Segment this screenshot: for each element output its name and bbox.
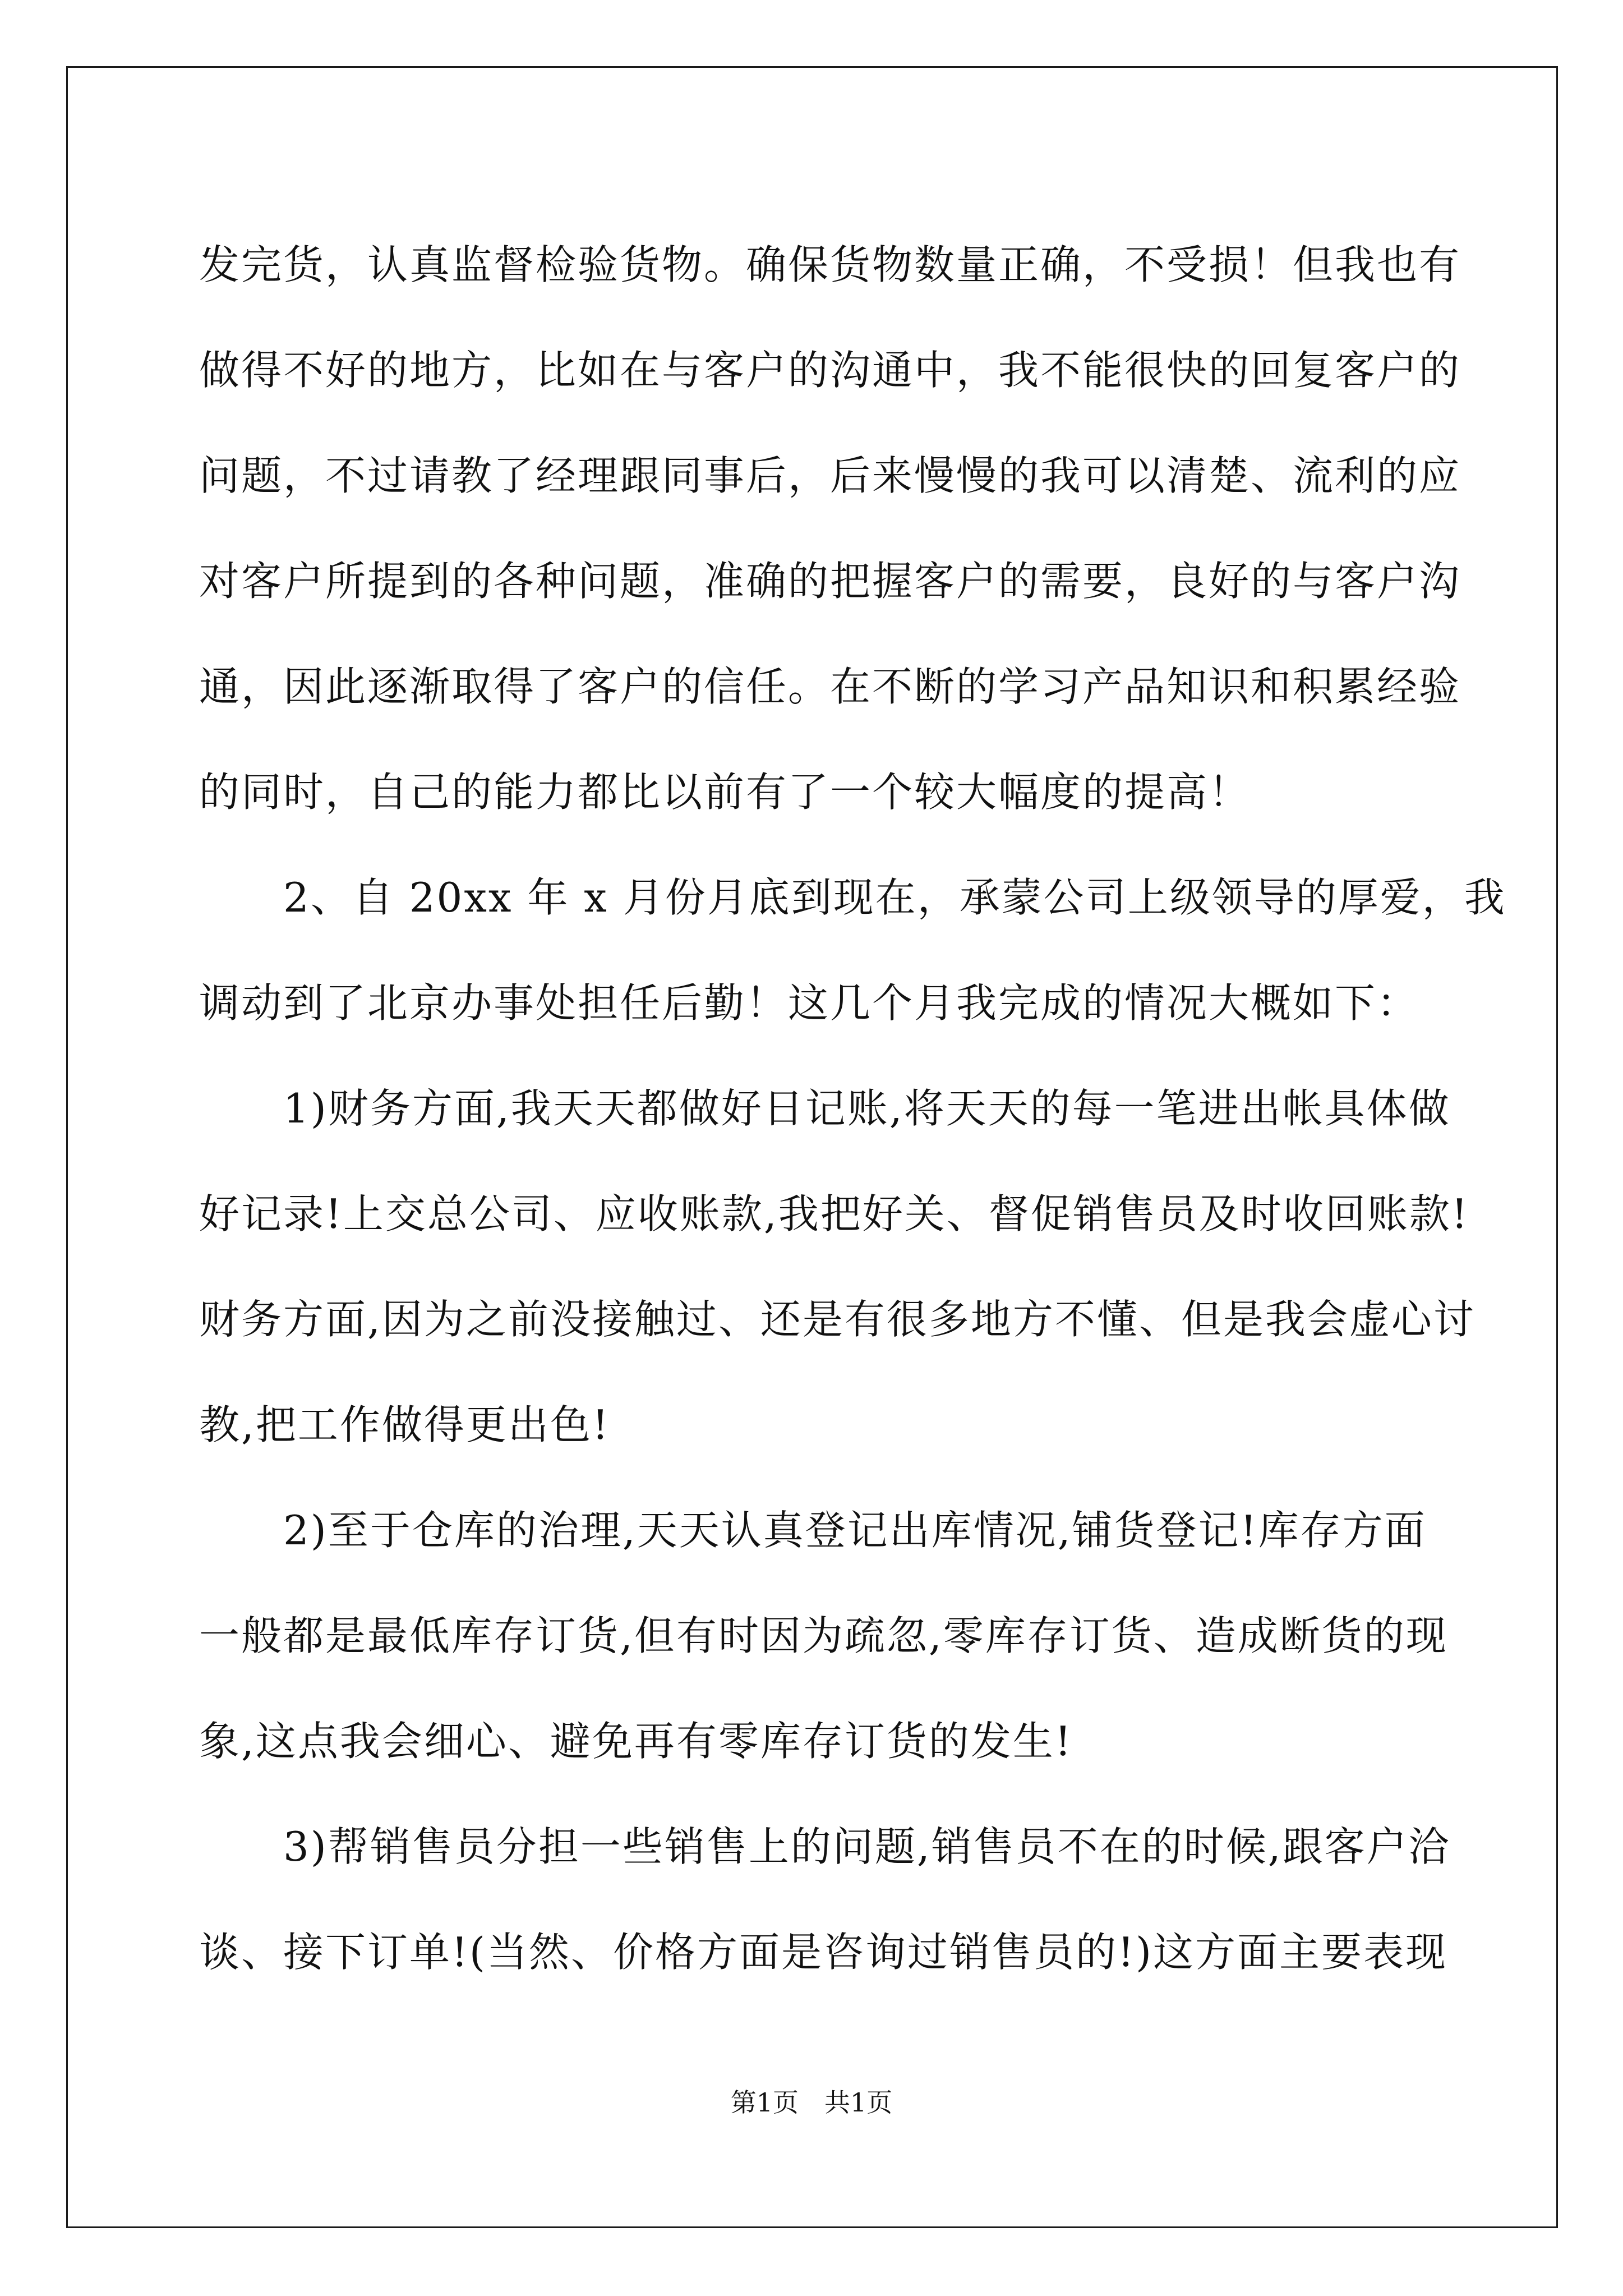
document-body	[199, 212, 1506, 2005]
text-line: 做得不好的地方，比如在与客户的沟通中，我不能很快的回复客户的	[199, 347, 1461, 394]
text-line: 3)帮销售员分担一些销售上的问题,销售员不在的时候,跟客户洽	[199, 1823, 1451, 1870]
text-line: 好记录!上交总公司、应收账款,我把好关、督促销售员及时收回账款!	[199, 1190, 1469, 1237]
text-line: 1)财务方面,我天天都做好日记账,将天天的每一笔进出帐具体做	[199, 1085, 1451, 1132]
text-line: 教,把工作做得更出色!	[199, 1401, 610, 1448]
text-line: 财务方面,因为之前没接触过、还是有很多地方不懂、但是我会虚心讨	[199, 1296, 1476, 1343]
text-line: 2)至于仓库的治理,天天认真登记出库情况,铺货登记!库存方面	[199, 1507, 1427, 1554]
text-line: 2、自 20xx 年 x 月份月底到现在，承蒙公司上级领导的厚爱，我	[199, 874, 1506, 921]
text-line: 一般都是最低库存订货,但有时因为疏忽,零库存订货、造成断货的现	[199, 1612, 1448, 1659]
text-line: 问题，不过请教了经理跟同事后，后来慢慢的我可以清楚、流利的应	[199, 452, 1461, 499]
text-line: 象,这点我会细心、避免再有零库存订货的发生!	[199, 1718, 1073, 1765]
text-line: 对客户所提到的各种问题，准确的把握客户的需要，良好的与客户沟	[199, 558, 1461, 605]
text-line: 通，因此逐渐取得了客户的信任。在不断的学习产品知识和积累经验	[199, 663, 1461, 710]
text-line: 谈、接下订单!(当然、价格方面是咨询过销售员的!)这方面主要表现	[199, 1929, 1448, 1976]
text-line: 调动到了北京办事处担任后勤！这几个月我完成的情况大概如下：	[199, 979, 1419, 1027]
text-line: 的同时，自己的能力都比以前有了一个较大幅度的提高！	[199, 769, 1251, 816]
page-footer: 第1页 共1页	[730, 2087, 893, 2118]
text-line: 发完货，认真监督检验货物。确保货物数量正确，不受损！但我也有	[199, 241, 1461, 288]
